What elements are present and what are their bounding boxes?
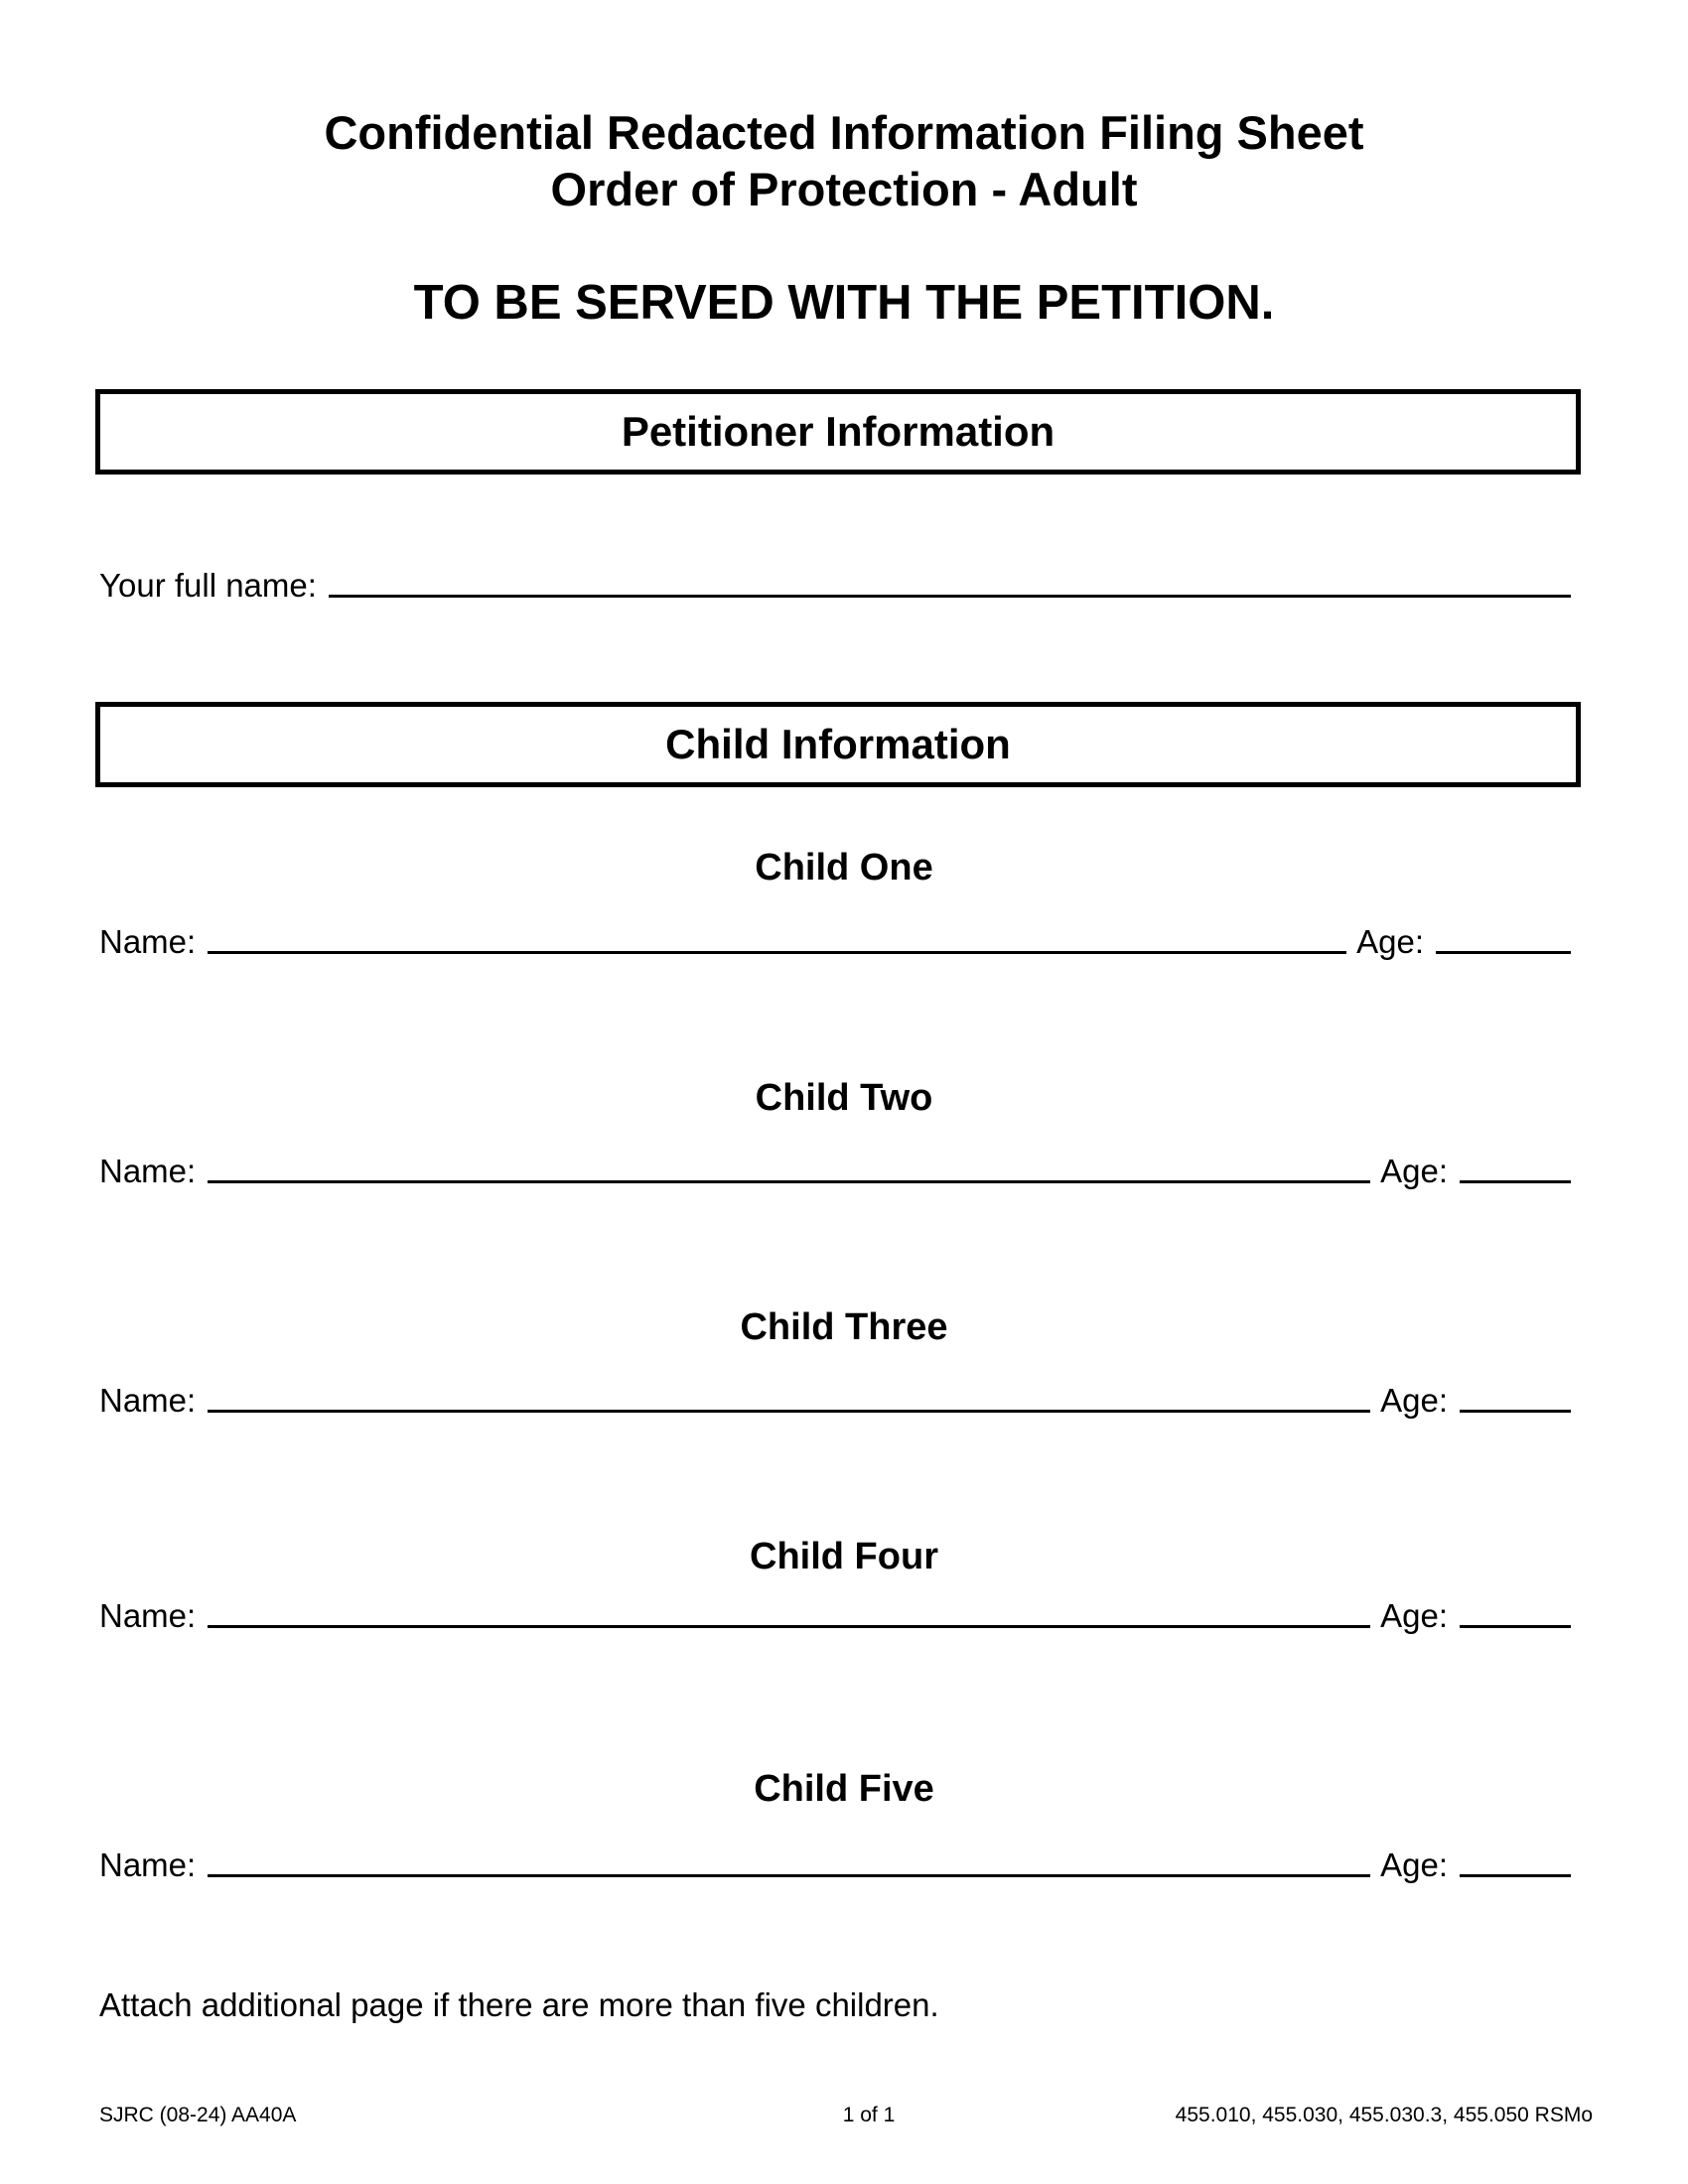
child-three-age-field[interactable] (1460, 1410, 1571, 1413)
child-four-row (99, 1586, 1571, 1636)
child-two-age-label: Age: (1380, 1153, 1448, 1189)
child-four-name-field[interactable] (208, 1625, 1370, 1628)
child-two-age-field[interactable] (1460, 1180, 1571, 1183)
child-three-row (99, 1371, 1571, 1421)
petitioner-name-row (99, 556, 1571, 606)
child-five-name-label: Name: (99, 1846, 197, 1883)
child-two-heading: Child Two (755, 1077, 933, 1119)
child-four-age-label: Age: (1380, 1597, 1448, 1634)
child-one-age-label: Age: (1356, 923, 1424, 960)
full-name-field[interactable] (329, 595, 1571, 598)
child-two-name-label: Name: (99, 1153, 197, 1189)
statute-references: 455.010, 455.030, 455.030.3, 455.050 RSMo (1175, 2104, 1593, 2126)
child-one-heading: Child One (755, 847, 933, 888)
child-three-name-field[interactable] (208, 1410, 1370, 1413)
child-two-row (99, 1142, 1571, 1191)
served-notice: TO BE SERVED WITH THE PETITION. (413, 276, 1275, 330)
child-information-heading: Child Information (95, 702, 1581, 787)
form-title: Confidential Redacted Information Filing Sheet (324, 106, 1364, 159)
petitioner-information-heading: Petitioner Information (95, 389, 1581, 475)
child-five-age-label: Age: (1380, 1846, 1448, 1883)
child-three-age-label: Age: (1380, 1382, 1448, 1419)
child-four-age-field[interactable] (1460, 1625, 1571, 1628)
form-id: SJRC (08-24) AA40A (99, 2104, 297, 2126)
additional-children-note: Attach additional page if there are more than five children. (99, 1986, 939, 2023)
child-five-name-field[interactable] (208, 1874, 1370, 1877)
child-one-name-field[interactable] (208, 951, 1346, 954)
child-three-heading: Child Three (740, 1306, 948, 1348)
form-subtitle: Order of Protection - Adult (550, 163, 1138, 215)
child-one-row (99, 912, 1571, 962)
child-four-name-label: Name: (99, 1597, 197, 1634)
full-name-label: Your full name: (99, 567, 317, 604)
child-two-name-field[interactable] (208, 1180, 1370, 1183)
child-one-name-label: Name: (99, 923, 197, 960)
child-four-heading: Child Four (750, 1536, 938, 1577)
child-five-heading: Child Five (754, 1768, 934, 1810)
page-number: 1 of 1 (842, 2104, 896, 2126)
child-one-age-field[interactable] (1436, 951, 1571, 954)
child-five-age-field[interactable] (1460, 1874, 1571, 1877)
child-five-row (99, 1836, 1571, 1885)
child-three-name-label: Name: (99, 1382, 197, 1419)
